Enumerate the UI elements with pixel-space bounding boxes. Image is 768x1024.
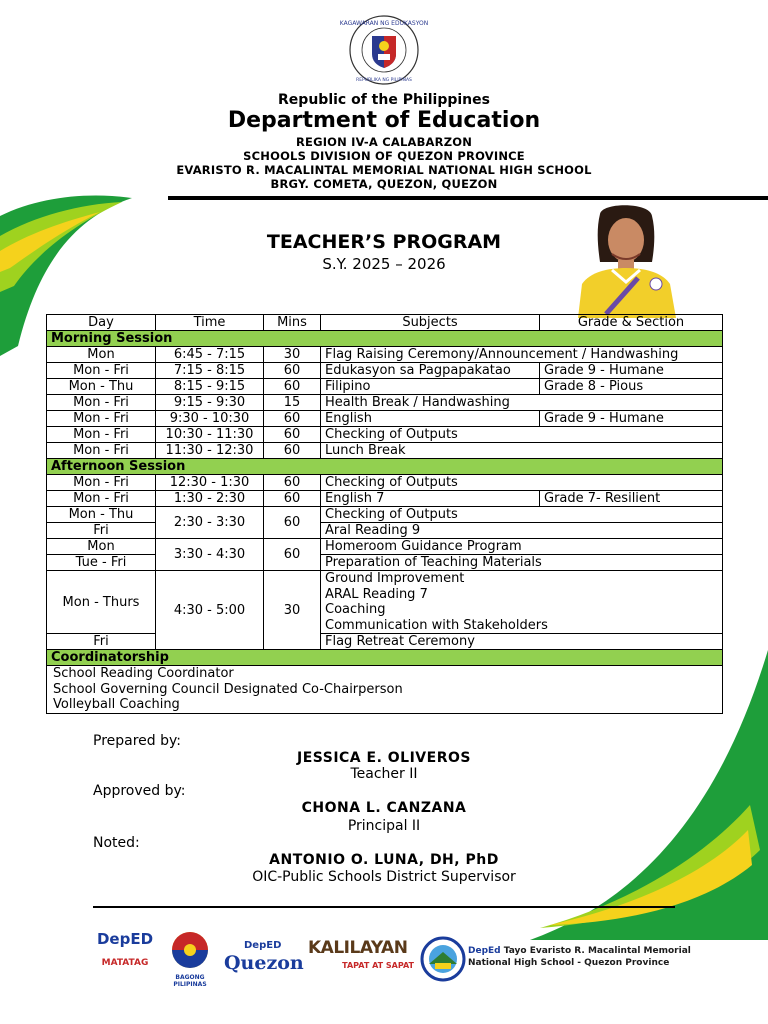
kalilayan-sub: TAPAT AT SAPAT — [342, 961, 414, 970]
cell-time: 8:15 - 9:15 — [156, 379, 264, 395]
table-row — [47, 379, 723, 395]
cell-mins: 30 — [264, 347, 321, 363]
morning-section-row — [47, 331, 723, 347]
cell-subject: Flag Retreat Ceremony — [321, 634, 723, 650]
header-grade: Grade & Section — [540, 315, 723, 331]
approved-position: Principal II — [347, 818, 421, 834]
cell-day: Mon - Thurs — [47, 571, 156, 634]
prepared-name: JESSICA E. OLIVEROS — [297, 750, 471, 766]
cell-time: 7:15 - 8:15 — [156, 363, 264, 379]
deped-quezon-a: DepED — [244, 940, 282, 951]
subject-line: Coaching — [325, 602, 386, 617]
cell-day: Tue - Fri — [47, 555, 156, 571]
cell-day: Mon - Fri — [47, 475, 156, 491]
cell-mins: 60 — [264, 507, 321, 539]
bagong-pilipinas-icon — [168, 928, 212, 970]
cell-time: 9:15 - 9:30 — [156, 395, 264, 411]
cell-day: Mon - Fri — [47, 363, 156, 379]
table-row — [47, 475, 723, 491]
header-subjects: Subjects — [321, 315, 540, 331]
cell-subject: Flag Raising Ceremony/Announcement / Handwashing — [321, 347, 723, 363]
deped-matatag-logo — [96, 930, 154, 982]
deped-seal-logo — [339, 14, 429, 86]
cell-subject-multi — [321, 571, 723, 634]
cell-mins: 60 — [264, 411, 321, 427]
cell-subject: Preparation of Teaching Materials — [321, 555, 723, 571]
cell-mins: 60 — [264, 475, 321, 491]
cell-grade: Grade 9 - Humane — [540, 363, 723, 379]
cell-grade: Grade 7- Resilient — [540, 491, 723, 507]
cell-day: Mon - Fri — [47, 395, 156, 411]
table-row — [47, 411, 723, 427]
table-row — [47, 427, 723, 443]
noted-position: OIC-Public Schools District Supervisor — [252, 869, 516, 885]
school-year: S.Y. 2025 – 2026 — [322, 255, 446, 273]
cell-grade: Grade 8 - Pious — [540, 379, 723, 395]
table-row — [47, 395, 723, 411]
cell-time: 12:30 - 1:30 — [156, 475, 264, 491]
cell-subject: English — [321, 411, 540, 427]
cell-subject: Checking of Outputs — [321, 507, 723, 523]
cell-subject: Checking of Outputs — [321, 427, 723, 443]
prepared-by-label: Prepared by: — [93, 733, 181, 749]
table-row — [47, 491, 723, 507]
subject-line: Communication with Stakeholders — [325, 617, 548, 633]
afternoon-section-row — [47, 459, 723, 475]
cell-subject: Checking of Outputs — [321, 475, 723, 491]
cell-time: 6:45 - 7:15 — [156, 347, 264, 363]
cell-mins: 60 — [264, 363, 321, 379]
cell-day: Fri — [47, 523, 156, 539]
department-title: Department of Education — [227, 108, 541, 133]
coordinatorship-section-label: Coordinatorship — [47, 650, 723, 666]
cell-time: 11:30 - 12:30 — [156, 443, 264, 459]
cell-time: 4:30 - 5:00 — [156, 571, 264, 650]
address-line: BRGY. COMETA, QUEZON, QUEZON — [270, 177, 498, 191]
cell-subject: Homeroom Guidance Program — [321, 539, 723, 555]
cell-time: 10:30 - 11:30 — [156, 427, 264, 443]
approved-name: CHONA L. CANZANA — [301, 800, 467, 816]
cell-mins: 15 — [264, 395, 321, 411]
cell-mins: 30 — [264, 571, 321, 650]
cell-subject: Health Break / Handwashing — [321, 395, 723, 411]
list-item: School Reading Coordinator — [53, 666, 234, 681]
deped-quezon-b: Quezon — [224, 952, 304, 974]
subject-line: Ground Improvement — [325, 571, 465, 586]
school-line: EVARISTO R. MACALINTAL MEMORIAL NATIONAL HIGH SCHOOL — [176, 163, 592, 177]
cell-day: Fri — [47, 634, 156, 650]
schedule-table — [46, 314, 723, 714]
list-item: Volleyball Coaching — [53, 697, 180, 712]
school-seal-logo — [420, 936, 466, 982]
table-row — [47, 571, 723, 634]
cell-time: 3:30 - 4:30 — [156, 539, 264, 571]
svg-text:REPUBLIKA NG PILIPINAS: REPUBLIKA NG PILIPINAS — [356, 78, 412, 83]
cell-mins: 60 — [264, 539, 321, 571]
cell-day: Mon - Fri — [47, 411, 156, 427]
cell-subject: English 7 — [321, 491, 540, 507]
approved-by-label: Approved by: — [93, 783, 186, 799]
list-item: School Governing Council Designated Co-Chairperson — [53, 681, 403, 697]
header-time: Time — [156, 315, 264, 331]
cell-time: 2:30 - 3:30 — [156, 507, 264, 539]
header-day: Day — [47, 315, 156, 331]
region-line: REGION IV-A CALABARZON — [295, 135, 473, 149]
prepared-position: Teacher II — [350, 766, 418, 782]
table-row — [47, 443, 723, 459]
cell-subject: Filipino — [321, 379, 540, 395]
coordinatorship-row — [47, 666, 723, 714]
noted-name: ANTONIO O. LUNA, DH, PhD — [269, 852, 499, 868]
table-row — [47, 347, 723, 363]
noted-label: Noted: — [93, 835, 140, 851]
cell-subject: Aral Reading 9 — [321, 523, 723, 539]
deped-logo-text: DepED — [96, 930, 154, 948]
tagline-line2: National High School - Quezon Province — [468, 958, 670, 968]
table-row — [47, 507, 723, 523]
table-row — [47, 539, 723, 555]
cell-day: Mon - Fri — [47, 443, 156, 459]
cell-time: 9:30 - 10:30 — [156, 411, 264, 427]
deped-quezon-logo — [220, 936, 302, 982]
kalilayan-text: KALILAYAN — [308, 938, 408, 958]
cell-mins: 60 — [264, 427, 321, 443]
morning-section-label: Morning Session — [47, 331, 723, 347]
svg-text:KAGAWARAN NG EDUKASYON: KAGAWARAN NG EDUKASYON — [339, 20, 429, 27]
table-header-row — [47, 315, 723, 331]
cell-day: Mon — [47, 347, 156, 363]
cell-subject: Lunch Break — [321, 443, 723, 459]
coordinatorship-section-row — [47, 650, 723, 666]
school-tagline — [468, 945, 691, 969]
header-rule — [168, 196, 768, 200]
tagline-prefix: DepEd — [468, 946, 501, 956]
teacher-photo — [572, 202, 680, 318]
cell-day: Mon - Thu — [47, 379, 156, 395]
cell-mins: 60 — [264, 443, 321, 459]
cell-day: Mon - Fri — [47, 427, 156, 443]
cell-time: 1:30 - 2:30 — [156, 491, 264, 507]
cell-day: Mon - Thu — [47, 507, 156, 523]
cell-subject: Edukasyon sa Pagpapakatao — [321, 363, 540, 379]
table-row — [47, 555, 723, 571]
cell-day: Mon - Fri — [47, 491, 156, 507]
table-row — [47, 634, 723, 650]
cell-grade: Grade 9 - Humane — [540, 411, 723, 427]
matatag-text: MATATAG — [101, 958, 149, 968]
afternoon-section-label: Afternoon Session — [47, 459, 723, 475]
subject-line: ARAL Reading 7 — [325, 586, 428, 602]
cell-day: Mon — [47, 539, 156, 555]
document-title: TEACHER’S PROGRAM — [266, 231, 502, 253]
table-row — [47, 363, 723, 379]
coordinatorship-list — [47, 666, 723, 714]
cell-mins: 60 — [264, 491, 321, 507]
tagline-line1: Tayo Evaristo R. Macalintal Memorial — [500, 946, 691, 956]
division-line: SCHOOLS DIVISION OF QUEZON PROVINCE — [243, 149, 525, 163]
footer-rule — [93, 906, 675, 908]
cell-mins: 60 — [264, 379, 321, 395]
table-row — [47, 523, 723, 539]
republic-line: Republic of the Philippines — [278, 92, 490, 108]
kalilayan-logo — [308, 938, 414, 982]
bagong-text: BAGONG PILIPINAS — [173, 974, 207, 988]
header-mins: Mins — [264, 315, 321, 331]
bagong-pilipinas-logo — [162, 928, 218, 988]
